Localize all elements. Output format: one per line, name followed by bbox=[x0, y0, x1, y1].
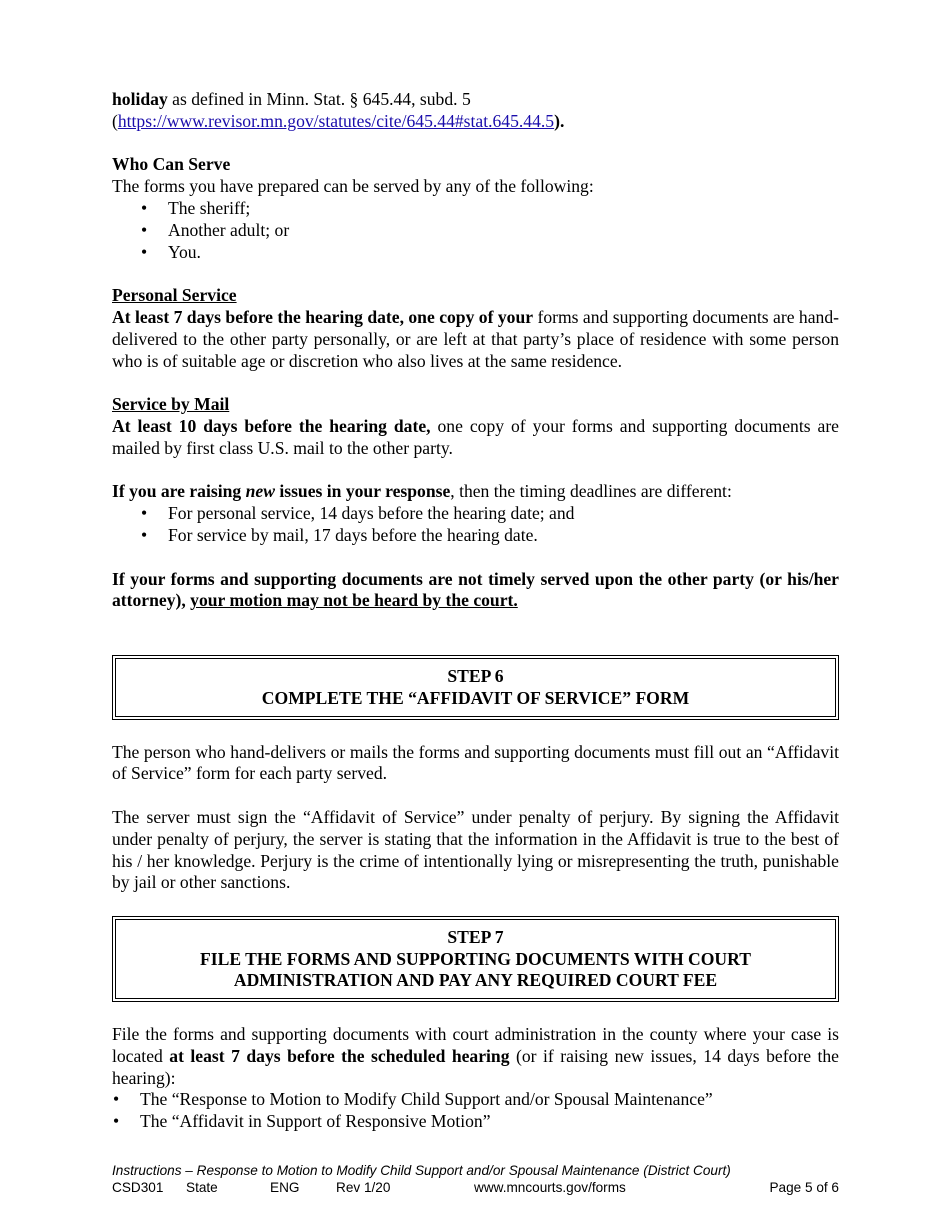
form-revision: Rev 1/20 bbox=[336, 1180, 391, 1195]
holiday-paragraph: holiday as defined in Minn. Stat. § 645.44, subd. 5 (https://www.revisor.mn.gov/statutes/cite/645.44#stat.645.44.5). bbox=[112, 89, 565, 131]
list-item: • The “Response to Motion to Modify Child Support and/or Spousal Maintenance” bbox=[112, 1089, 839, 1111]
list-item: • The “Affidavit in Support of Responsive Motion” bbox=[112, 1111, 839, 1133]
page-footer bbox=[112, 1162, 839, 1196]
forms-url: www.mncourts.gov/forms bbox=[474, 1180, 626, 1195]
document-body bbox=[112, 89, 839, 1133]
step-7-title-line-1: FILE THE FORMS AND SUPPORTING DOCUMENTS WITH COURT bbox=[200, 948, 751, 969]
who-can-serve-intro: The forms you have prepared can be served by any of the following: bbox=[112, 176, 594, 197]
personal-service-heading: Personal Service bbox=[112, 285, 237, 306]
step-6-box bbox=[112, 655, 839, 720]
step-6-paragraph-2: The server must sign the “Affidavit of Service” under penalty of perjury. By signing the Affidavit under penalty of perjury, the server is stating that the information in the Affidavit is true to the best of his / her knowledge. Perjury is the crime of intentionally lying or misrepresenting the truth, punishable by jail or other sanctions. bbox=[112, 806, 839, 893]
step-6-paragraph-1: The person who hand-delivers or mails the forms and supporting documents must fill out an “Affidavit of Service” form for each party served. bbox=[112, 741, 839, 784]
who-can-serve-heading: Who Can Serve bbox=[112, 154, 231, 175]
new-issues-intro: If you are raising new issues in your response, then the timing deadlines are different: bbox=[112, 481, 732, 502]
list-item: • The sheriff; bbox=[112, 198, 839, 220]
deadline-list bbox=[112, 503, 839, 547]
service-by-mail-heading: Service by Mail bbox=[112, 394, 230, 415]
step-6-title: COMPLETE THE “AFFIDAVIT OF SERVICE” FORM bbox=[261, 687, 690, 708]
form-scope: State bbox=[186, 1180, 218, 1195]
service-by-mail-text: At least 10 days before the hearing date, one copy of your forms and supporting documents are mailed by first class U.S. mail to the other party. bbox=[112, 415, 839, 458]
step-7-box bbox=[112, 916, 839, 1002]
step-6-number: STEP 6 bbox=[447, 666, 504, 687]
list-item: • For service by mail, 17 days before the hearing date. bbox=[112, 525, 839, 547]
form-code: CSD301 bbox=[112, 1180, 164, 1195]
filing-list bbox=[112, 1089, 839, 1133]
step-7-number: STEP 7 bbox=[447, 926, 504, 947]
form-language: ENG bbox=[270, 1180, 300, 1195]
personal-service-text: At least 7 days before the hearing date, one copy of your forms and supporting documents are hand-delivered to the other party personally, or are left at that party’s place of residence with some person who is of suitable age or discretion who also lives at the same residence. bbox=[112, 306, 839, 371]
statute-link[interactable]: https://www.revisor.mn.gov/statutes/cite/645.44#stat.645.44.5 bbox=[117, 110, 555, 131]
footer-title: Instructions – Response to Motion to Modify Child Support and/or Spousal Maintenance (District Court) bbox=[112, 1163, 731, 1178]
page-number: Page 5 of 6 bbox=[769, 1180, 839, 1195]
server-list bbox=[112, 198, 839, 263]
step-7-intro: File the forms and supporting documents with court administration in the county where your case is located at least 7 days before the scheduled hearing (or if raising new issues, 14 days before the hearing): bbox=[112, 1024, 839, 1088]
step-7-title-line-2: ADMINISTRATION AND PAY ANY REQUIRED COURT FEE bbox=[233, 970, 718, 991]
service-warning: If your forms and supporting documents are not timely served upon the other party (or his/her attorney), your motion may not be heard by the court. bbox=[112, 568, 839, 611]
holiday-term: holiday bbox=[112, 89, 168, 109]
list-item: • You. bbox=[112, 242, 839, 264]
list-item: • For personal service, 14 days before the hearing date; and bbox=[112, 503, 839, 525]
list-item: • Another adult; or bbox=[112, 220, 839, 242]
